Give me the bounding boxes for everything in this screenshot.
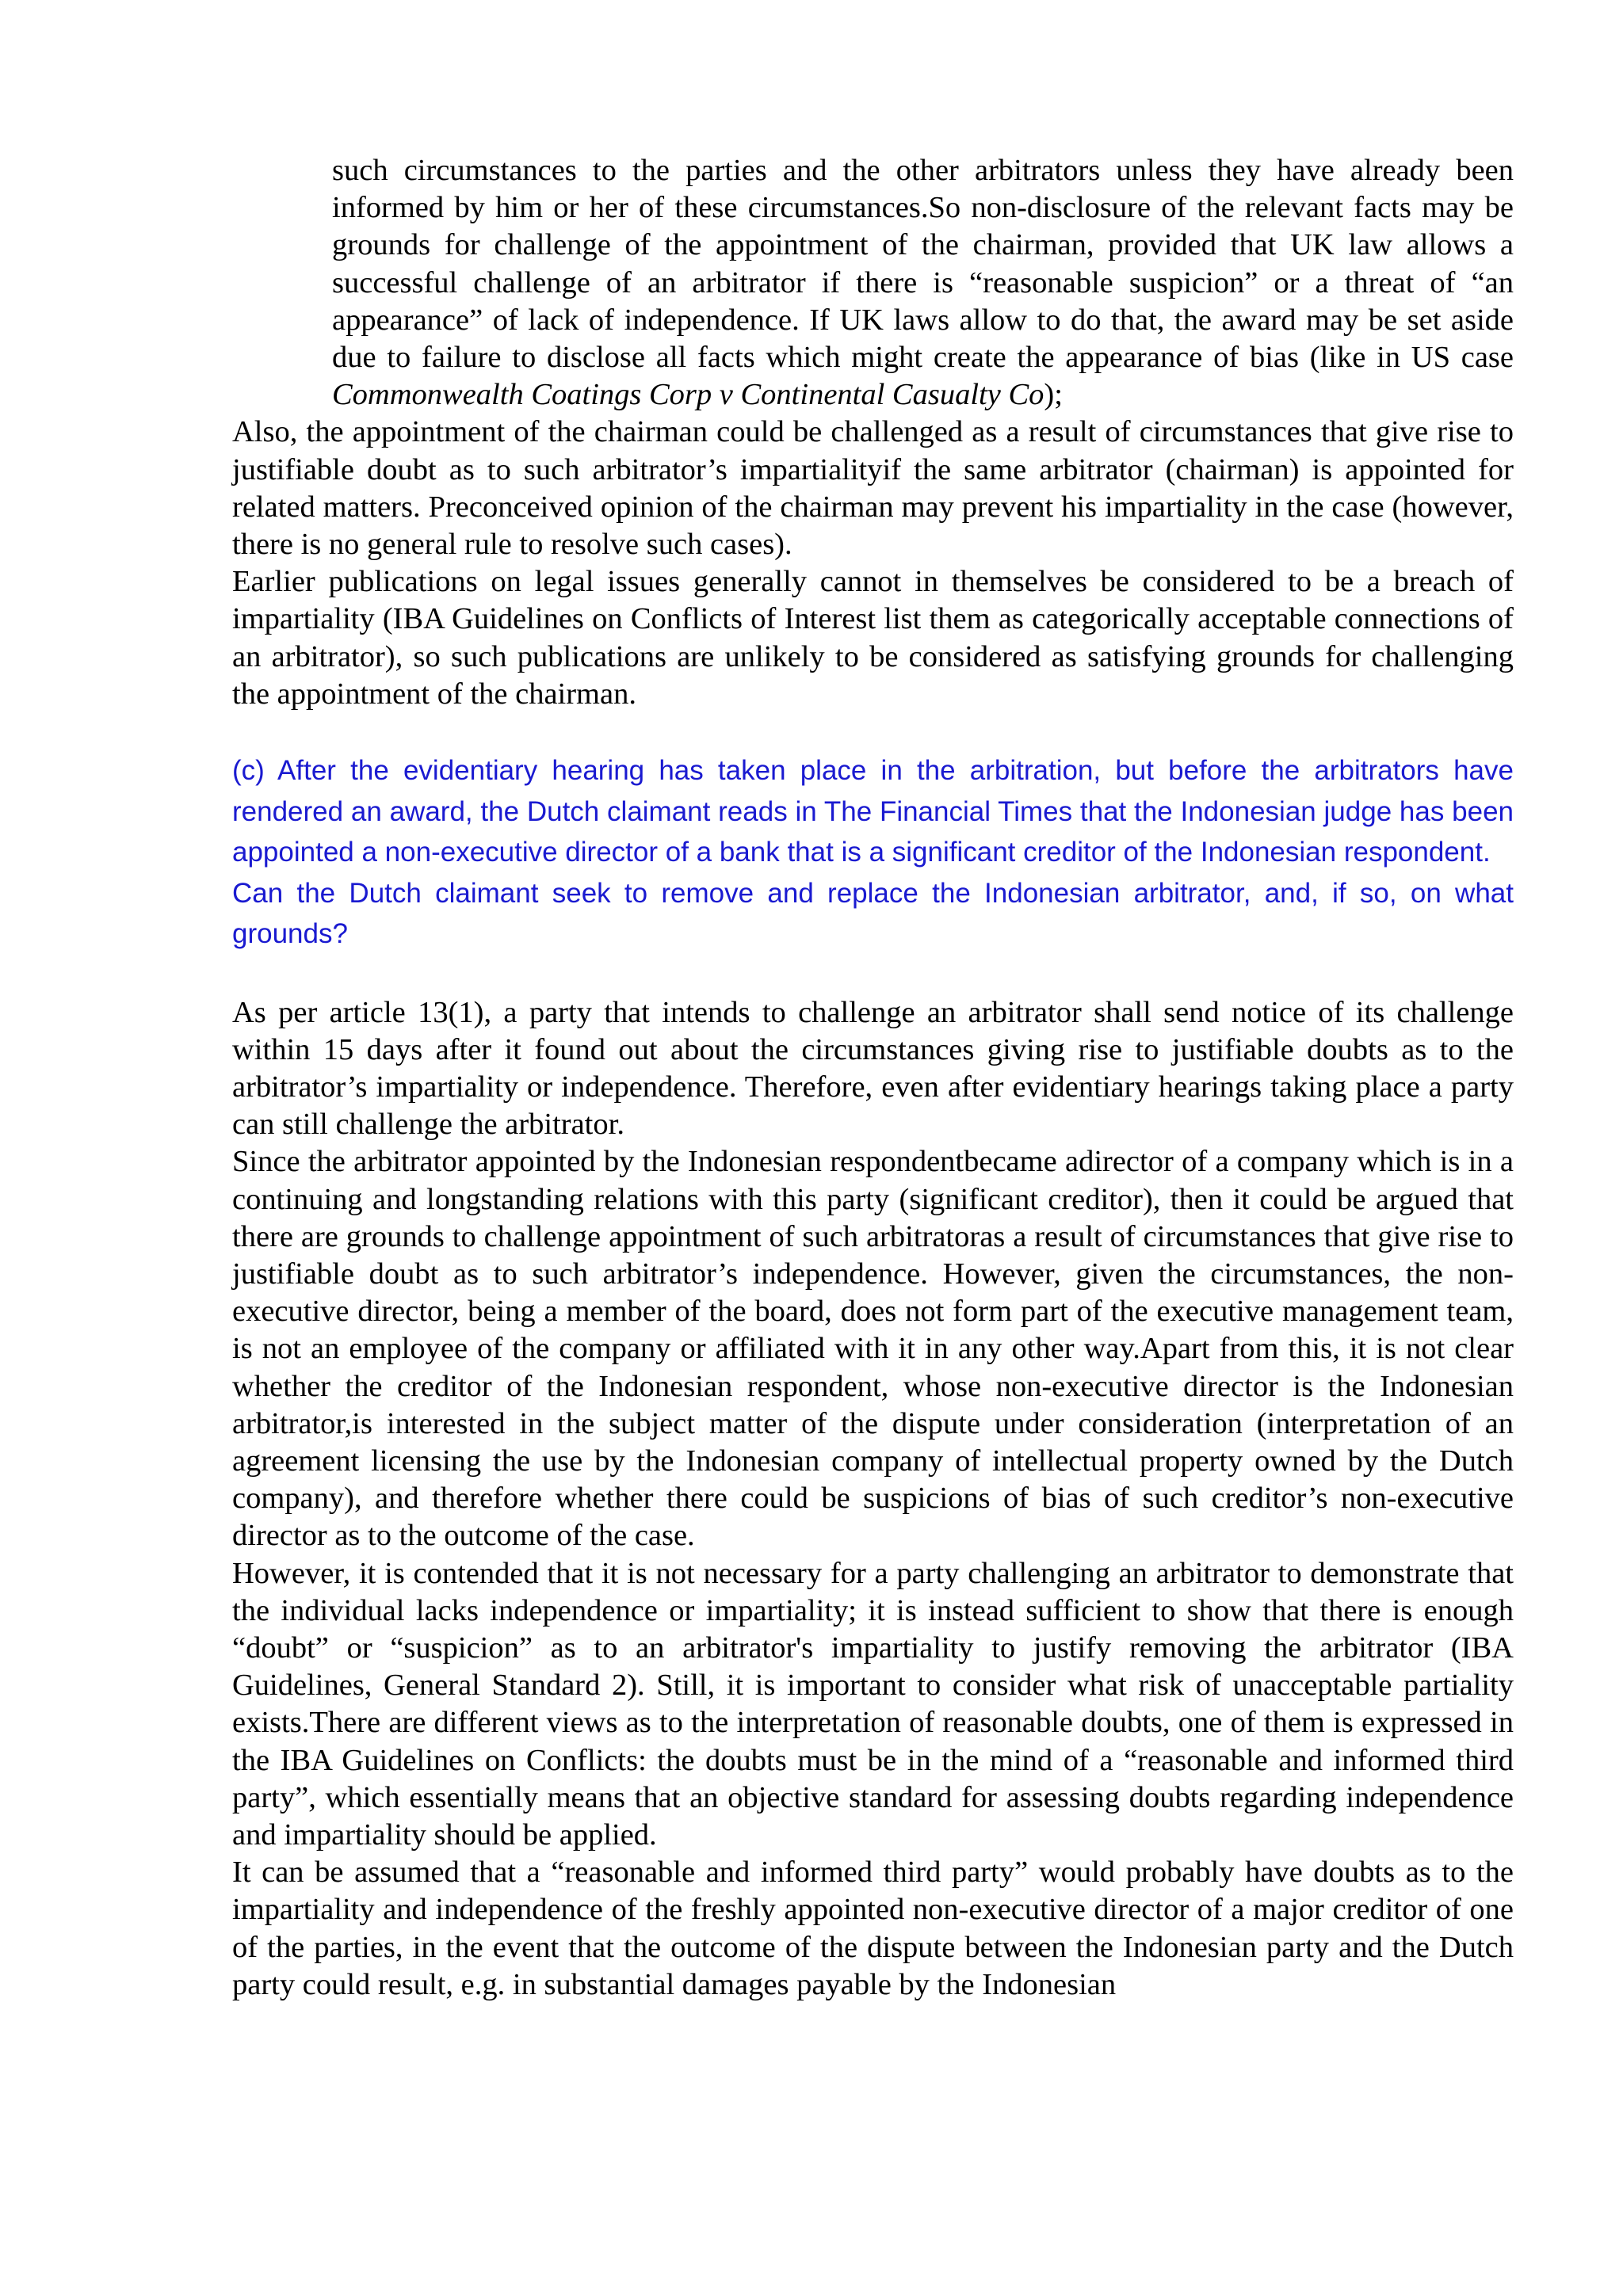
paragraph-disclosure-continuation xyxy=(332,152,1514,414)
page-content xyxy=(232,152,1514,2004)
question-c-prompt: Can the Dutch claimant seek to remove and replace the Indonesian arbitrator, and, if so, on what grounds? xyxy=(232,877,1514,950)
paragraph-reasonable-doubt: However, it is contended that it is not necessary for a party challenging an arbitrator to demonstrate that the individual lacks independence or impartiality; it is instead sufficient to show that there is enough “doubt” or “suspicion” as to an arbitrator's impartiality to justify removing the arbitrator (IBA Guidelines, General Standard 2). Still, it is important to consider what risk of unacceptable partiality exists.There are different views as to the interpretation of reasonable doubts, one of them is expressed in the IBA Guidelines on Conflicts: the doubts must be in the mind of a “reasonable and informed third party”, which essentially means that an objective standard for assessing doubts regarding independence and impartiality should be applied. xyxy=(232,1556,1514,1852)
question-c-scenario: (c) After the evidentiary hearing has taken place in the arbitration, but before the arbitrators have rendered an award, the Dutch claimant reads in The Financial Times that the Indonesian judge has been appointed a non-executive director of a bank that is a significant creditor of the Indonesian respondent. xyxy=(232,755,1514,868)
case-name-italic: Commonwealth Coatings Corp v Continental Casualty Co xyxy=(332,378,1044,412)
paragraph-third-party-test: It can be assumed that a “reasonable and informed third party” would probably have doubts as to the impartiality and independence of the freshly appointed non-executive director of a major creditor of one of the parties, in the event that the outcome of the dispute between the Indonesian party and the Dutch party could result, e.g. in substantial damages payable by the Indonesian xyxy=(232,1855,1514,2001)
paragraph-text-end: ); xyxy=(1044,378,1063,412)
paragraph-non-executive-director: Since the arbitrator appointed by the Indonesian respondentbecame adirector of a company which is in a continuing and longstanding relations with this party (significant creditor), then it could be argued that there are grounds to challenge appointment of such arbitratoras a result of circumstances that give rise to justifiable doubt as to such arbitrator’s independence. However, given the circumstances, the non-executive director, being a member of the board, does not form part of the executive management team, is not an employee of the company or affiliated with it in any other way.Apart from this, it is not clear whether the creditor of the Indonesian respondent, whose non-executive director is the Indonesian arbitrator,is interested in the subject matter of the dispute under consideration (interpretation of an agreement licensing the use by the Indonesian company of intellectual property owned by the Dutch company), and therefore whether there could be suspicions of bias of such creditor’s non-executive director as to the outcome of the case. xyxy=(232,1145,1514,1553)
paragraph-related-matters: Also, the appointment of the chairman could be challenged as a result of circumstances that give rise to justifiable doubt as to such arbitrator’s impartialityif the same arbitrator (chairman) is appointed for related matters. Preconceived opinion of the chairman may prevent his impartiality in the case (however, there is no general rule to resolve such cases). xyxy=(232,415,1514,562)
paragraph-text: such circumstances to the parties and the other arbitrators unless they have already been informed by him or her of these circumstances.So non-disclosure of the relevant facts may be grounds for challenge of the appointment of the chairman, provided that UK law allows a successful challenge of an arbitrator if there is “reasonable suspicion” or a threat of “an appearance” of lack of independence. If UK laws allow to do that, the award may be set aside due to failure to disclose all facts which might create the appearance of bias (like in US case xyxy=(332,154,1514,375)
paragraph-earlier-publications: Earlier publications on legal issues generally cannot in themselves be considered to be a breach of impartiality (IBA Guidelines on Conflicts of Interest list them as categorically acceptable connections of an arbitrator), so such publications are unlikely to be considered as satisfying grounds for challenging the appointment of the chairman. xyxy=(232,565,1514,711)
paragraph-article-13: As per article 13(1), a party that intends to challenge an arbitrator shall send notice of its challenge within 15 days after it found out about the circumstances giving rise to justifiable doubts as to the arbitrator’s impartiality or independence. Therefore, even after evidentiary hearings taking place a party can still challenge the arbitrator. xyxy=(232,995,1514,1142)
